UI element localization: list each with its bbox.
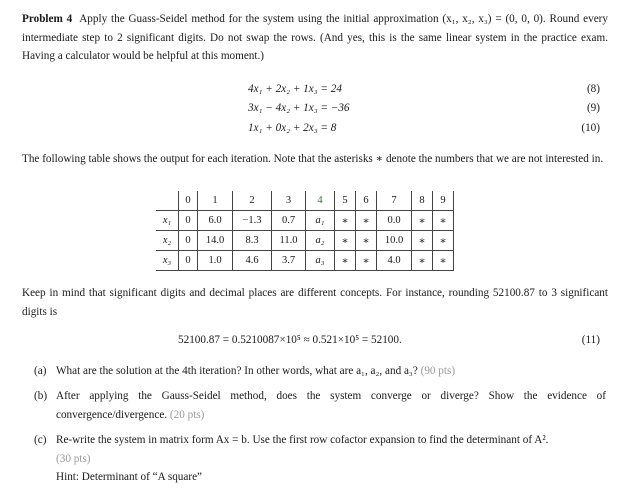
question-label: (c) xyxy=(34,434,47,446)
example-equation-text: 52100.87 = 0.5210087×10⁵ ≈ 0.521×10⁵ = 52100. xyxy=(178,334,402,346)
table-cell: ∗ xyxy=(433,211,454,231)
table-cell: ∗ xyxy=(412,231,433,251)
question-text: After applying the Gauss-Seidel method, does the system converge or diverge? Show the evidence of convergence/divergence. xyxy=(56,390,606,421)
table-cell: 0 xyxy=(179,251,198,271)
problem-intro: Apply the Guass-Seidel method for the system using the initial approximation (x₁, x₂, x₃) = (0, 0, 0). Round every intermediate step to 2 significant digits. Do not swap the rows. (And yes, this is the same linear system in the practice exam. Having a calculator would be helpful at this moment.) xyxy=(22,13,608,62)
table-header: 0 xyxy=(179,191,198,211)
question-hint: Hint: Determinant of “A square” xyxy=(56,471,203,483)
table-cell: −1.3 xyxy=(233,211,272,231)
table-cell: 6.0 xyxy=(198,211,233,231)
row-label: x₃ xyxy=(156,251,179,271)
table-intro: The following table shows the output for each iteration. Note that the asterisks ∗ denote the numbers that we are not interested in. xyxy=(22,153,604,165)
equation-lhs: 3x₁ − 4x₂ + 1x₃ = −36 xyxy=(248,102,350,114)
table-cell: a₂ xyxy=(306,231,335,251)
table-cell: ∗ xyxy=(335,231,356,251)
table-cell: 3.7 xyxy=(272,251,306,271)
table-cell: ∗ xyxy=(356,231,377,251)
table-cell: 11.0 xyxy=(272,231,306,251)
table-cell: 8.3 xyxy=(233,231,272,251)
equation-number: (9) xyxy=(586,102,600,114)
table-header-row xyxy=(156,191,454,211)
question-body xyxy=(56,362,606,381)
question-points: (20 pts) xyxy=(169,408,205,421)
question-points: (30 pts) xyxy=(56,452,91,465)
problem-statement xyxy=(22,10,608,66)
table-cell: 4.6 xyxy=(233,251,272,271)
table-row xyxy=(156,251,454,271)
table-cell: ∗ xyxy=(412,211,433,231)
sig-digits-note: Keep in mind that significant digits and decimal places are different concepts. For instance, rounding 52100.87 to 3 significant digits is xyxy=(22,287,608,318)
table-cell: 0.0 xyxy=(377,211,412,231)
table-cell: ∗ xyxy=(433,251,454,271)
table-header: 4 xyxy=(306,191,335,211)
question-label: (b) xyxy=(34,390,48,402)
table-cell: ∗ xyxy=(412,251,433,271)
iteration-table xyxy=(156,191,454,271)
equation-number: (8) xyxy=(586,83,600,95)
question-a xyxy=(34,362,606,381)
table-cell: a₁ xyxy=(306,211,335,231)
question-body xyxy=(56,431,606,487)
table-cell: 1.0 xyxy=(198,251,233,271)
table-cell: a₃ xyxy=(306,251,335,271)
table-cell: 14.0 xyxy=(198,231,233,251)
question-c xyxy=(34,431,606,487)
table-cell: ∗ xyxy=(433,231,454,251)
table-row xyxy=(156,211,454,231)
row-label: x₂ xyxy=(156,231,179,251)
table-header: 2 xyxy=(233,191,272,211)
table-cell: 4.0 xyxy=(377,251,412,271)
table-corner xyxy=(156,191,179,211)
table-header: 6 xyxy=(356,191,377,211)
table-cell: ∗ xyxy=(335,251,356,271)
table-header: 8 xyxy=(412,191,433,211)
question-text: What are the solution at the 4th iteration? In other words, what are a₁, a₂, and a₃? xyxy=(56,365,418,377)
question-b xyxy=(34,387,606,424)
table-row xyxy=(156,231,454,251)
question-text: Re-write the system in matrix form Ax = b. Use the first row cofactor expansion to find the determinant of A². xyxy=(56,434,549,446)
table-cell: 0.7 xyxy=(272,211,306,231)
table-cell: 0 xyxy=(179,231,198,251)
table-header: 7 xyxy=(377,191,412,211)
table-cell: ∗ xyxy=(335,211,356,231)
table-cell: 0 xyxy=(179,211,198,231)
problem-label: Problem 4 xyxy=(22,13,73,25)
equation-number: (11) xyxy=(581,334,600,346)
equation-lhs: 1x₁ + 0x₂ + 2x₃ = 8 xyxy=(248,122,337,134)
table-cell: 10.0 xyxy=(377,231,412,251)
table-header: 3 xyxy=(272,191,306,211)
question-points: (90 pts) xyxy=(420,365,456,377)
table-cell: ∗ xyxy=(356,211,377,231)
question-label: (a) xyxy=(34,365,47,377)
equation-lhs: 4x₁ + 2x₂ + 1x₃ = 24 xyxy=(248,83,342,95)
equation-number: (10) xyxy=(581,122,600,134)
row-label: x₁ xyxy=(156,211,179,231)
question-body xyxy=(56,387,606,424)
table-header: 1 xyxy=(198,191,233,211)
table-cell: ∗ xyxy=(356,251,377,271)
table-header: 5 xyxy=(335,191,356,211)
table-header: 9 xyxy=(433,191,454,211)
